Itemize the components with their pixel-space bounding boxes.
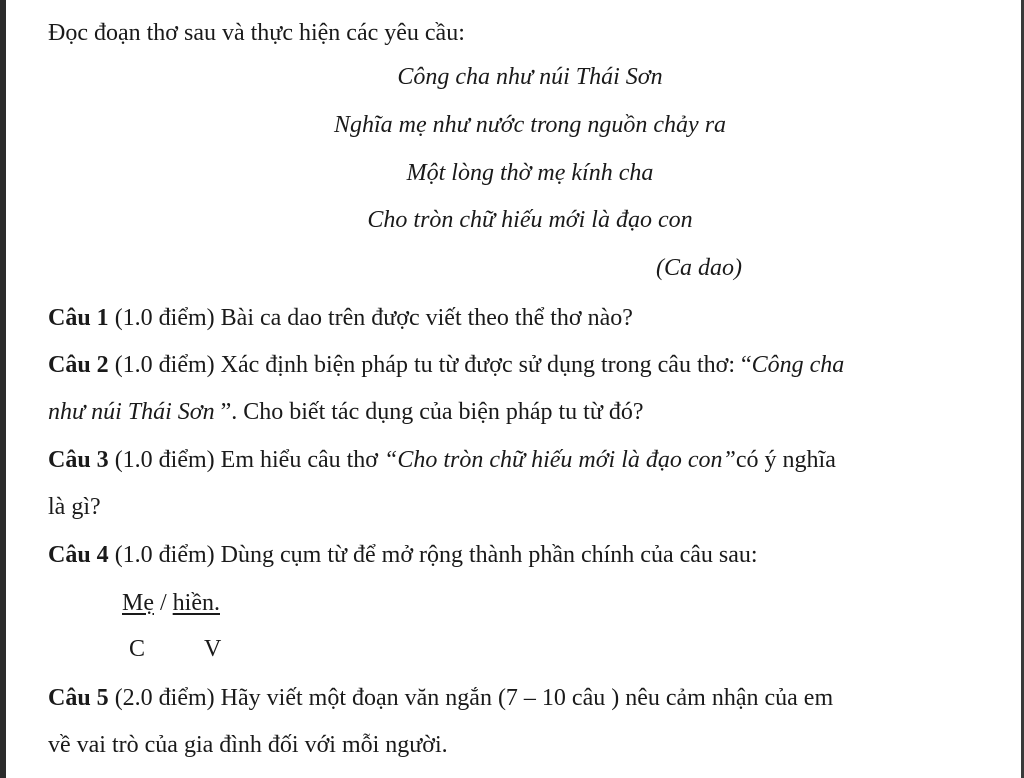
question-2-quote-part-2: như núi Thái Sơn <box>48 399 215 425</box>
poem-line-1: Công cha như núi Thái Sơn <box>397 64 663 90</box>
question-5-line-2: về vai trò của gia đình đối với mỗi người. <box>48 732 448 758</box>
poem-line-3: Một lòng thờ mẹ kính cha <box>406 160 654 186</box>
question-2-points: (1.0 điểm) <box>108 352 221 378</box>
instruction-text: Đọc đoạn thơ sau và thực hiện các yêu cầu: <box>48 20 465 46</box>
question-3-line-1 <box>48 445 836 475</box>
predicate-tag: V <box>204 636 222 662</box>
question-4 <box>48 540 758 570</box>
question-5-line-1 <box>48 683 833 713</box>
poem-line-2: Nghĩa mẹ như nước trong nguồn chảy ra <box>333 112 727 138</box>
question-5-text: Hãy viết một đoạn văn ngắn (7 – 10 câu ) nêu cảm nhận của em <box>220 685 834 711</box>
question-3-line-2: là gì? <box>48 494 101 520</box>
question-4-points: (1.0 điểm) <box>108 542 221 568</box>
question-1-label: Câu 1 <box>48 305 109 331</box>
question-3-label: Câu 3 <box>48 447 109 473</box>
sentence-separator: / <box>154 590 173 616</box>
question-1-points: (1.0 điểm) <box>108 305 221 331</box>
question-3-points: (1.0 điểm) <box>108 447 221 473</box>
cut-off-text-fragment <box>120 770 340 778</box>
question-3-text: Em hiểu câu thơ <box>220 447 384 473</box>
poem-line-4: Cho tròn chữ hiếu mới là đạo con <box>367 207 693 233</box>
question-1-text: Bài ca dao trên được viết theo thể thơ nào? <box>220 305 633 331</box>
question-2-line-2 <box>48 397 644 427</box>
question-3-text-cont: có ý nghĩa <box>735 447 836 473</box>
question-4-label: Câu 4 <box>48 542 109 568</box>
subject-tag: C <box>129 636 146 662</box>
question-2-label: Câu 2 <box>48 352 109 378</box>
question-5-label: Câu 5 <box>48 685 109 711</box>
poem-source: (Ca dao) <box>656 255 742 281</box>
question-2-text: Xác định biện pháp tu từ được sử dụng trong câu thơ: “ <box>220 352 752 378</box>
question-2-text-cont: ”. Cho biết tác dụng của biện pháp tu từ đó? <box>214 399 644 425</box>
question-1 <box>48 303 633 333</box>
sentence-example <box>122 588 220 618</box>
question-2-line-1 <box>48 350 844 380</box>
sentence-subject: Mẹ <box>122 590 154 616</box>
question-3-quote: “Cho tròn chữ hiếu mới là đạo con” <box>383 447 736 473</box>
question-2-quote-part-1: Công cha <box>751 352 845 378</box>
sentence-predicate: hiền. <box>172 590 220 616</box>
question-4-text: Dùng cụm từ để mở rộng thành phần chính của câu sau: <box>220 542 758 568</box>
question-5-points: (2.0 điểm) <box>108 685 221 711</box>
